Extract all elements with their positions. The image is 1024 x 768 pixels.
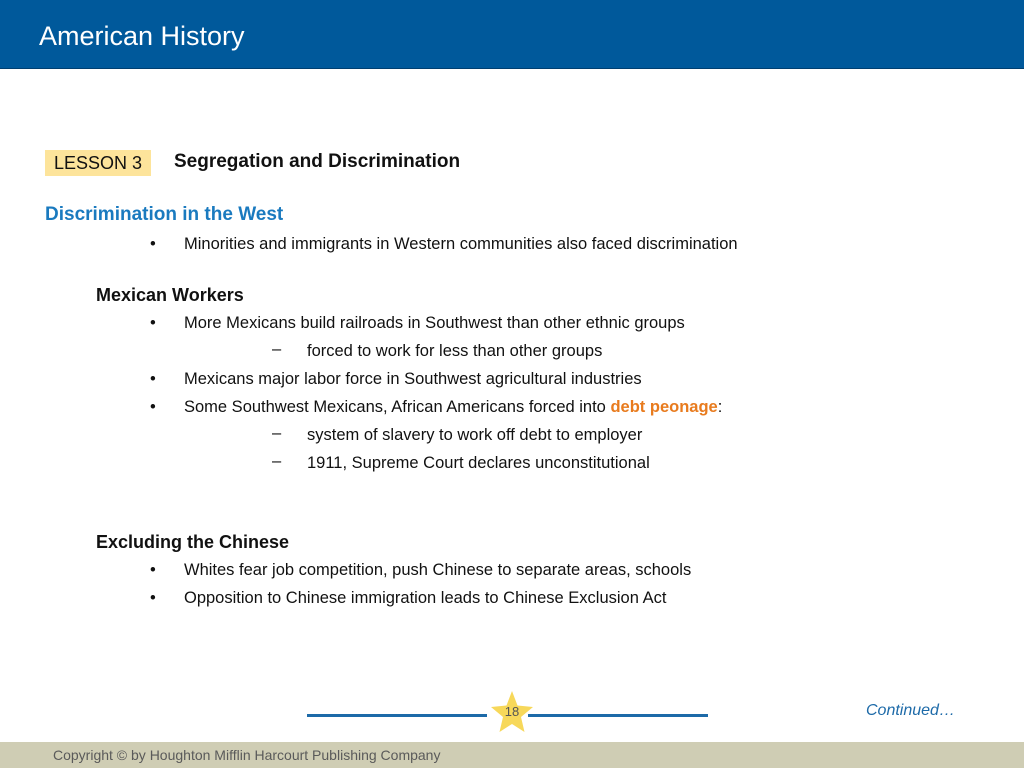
bullet-icon: • [150, 314, 156, 332]
dash-icon: – [272, 424, 282, 442]
continued-link[interactable]: Continued… [866, 702, 955, 719]
section-heading: Discrimination in the West [45, 204, 284, 225]
bullet-text [184, 396, 722, 418]
footer-rule-left [307, 714, 487, 717]
subheading-mexican-workers: Mexican Workers [96, 285, 244, 305]
app-title: American History [39, 21, 245, 51]
bullet-icon: • [150, 235, 156, 253]
bullet-text-suffix: : [717, 398, 723, 416]
bullet-text: Opposition to Chinese immigration leads to Chinese Exclusion Act [184, 589, 667, 607]
sub-bullet-text: 1911, Supreme Court declares unconstitutional [307, 454, 650, 472]
dash-icon: – [272, 340, 282, 358]
bullet-text: Minorities and immigrants in Western communities also faced discrimination [184, 235, 738, 253]
bullet-icon: • [150, 398, 156, 416]
subheading-excluding-chinese: Excluding the Chinese [96, 532, 290, 552]
sub-bullet-text: forced to work for less than other groups [307, 342, 603, 360]
lesson-title: Segregation and Discrimination [174, 151, 461, 172]
bullet-icon: • [150, 589, 156, 607]
page-number: 18 [504, 704, 520, 719]
bullet-icon: • [150, 561, 156, 579]
lesson-tag: LESSON 3 [45, 150, 151, 176]
header-bar [0, 0, 1024, 69]
bullet-text: More Mexicans build railroads in Southwest than other ethnic groups [184, 314, 685, 332]
bullet-text: Whites fear job competition, push Chinese to separate areas, schools [184, 561, 692, 579]
sub-bullet-text: system of slavery to work off debt to employer [307, 426, 643, 444]
bullet-icon: • [150, 370, 156, 388]
dash-icon: – [272, 452, 282, 470]
bullet-text-prefix: Some Southwest Mexicans, African Americans forced into [184, 398, 611, 416]
footer-rule-right [528, 714, 708, 717]
bullet-text: Mexicans major labor force in Southwest agricultural industries [184, 370, 642, 388]
key-term-debt-peonage: debt peonage [610, 398, 718, 416]
copyright-text: Copyright © by Houghton Mifflin Harcourt Publishing Company [53, 747, 441, 763]
